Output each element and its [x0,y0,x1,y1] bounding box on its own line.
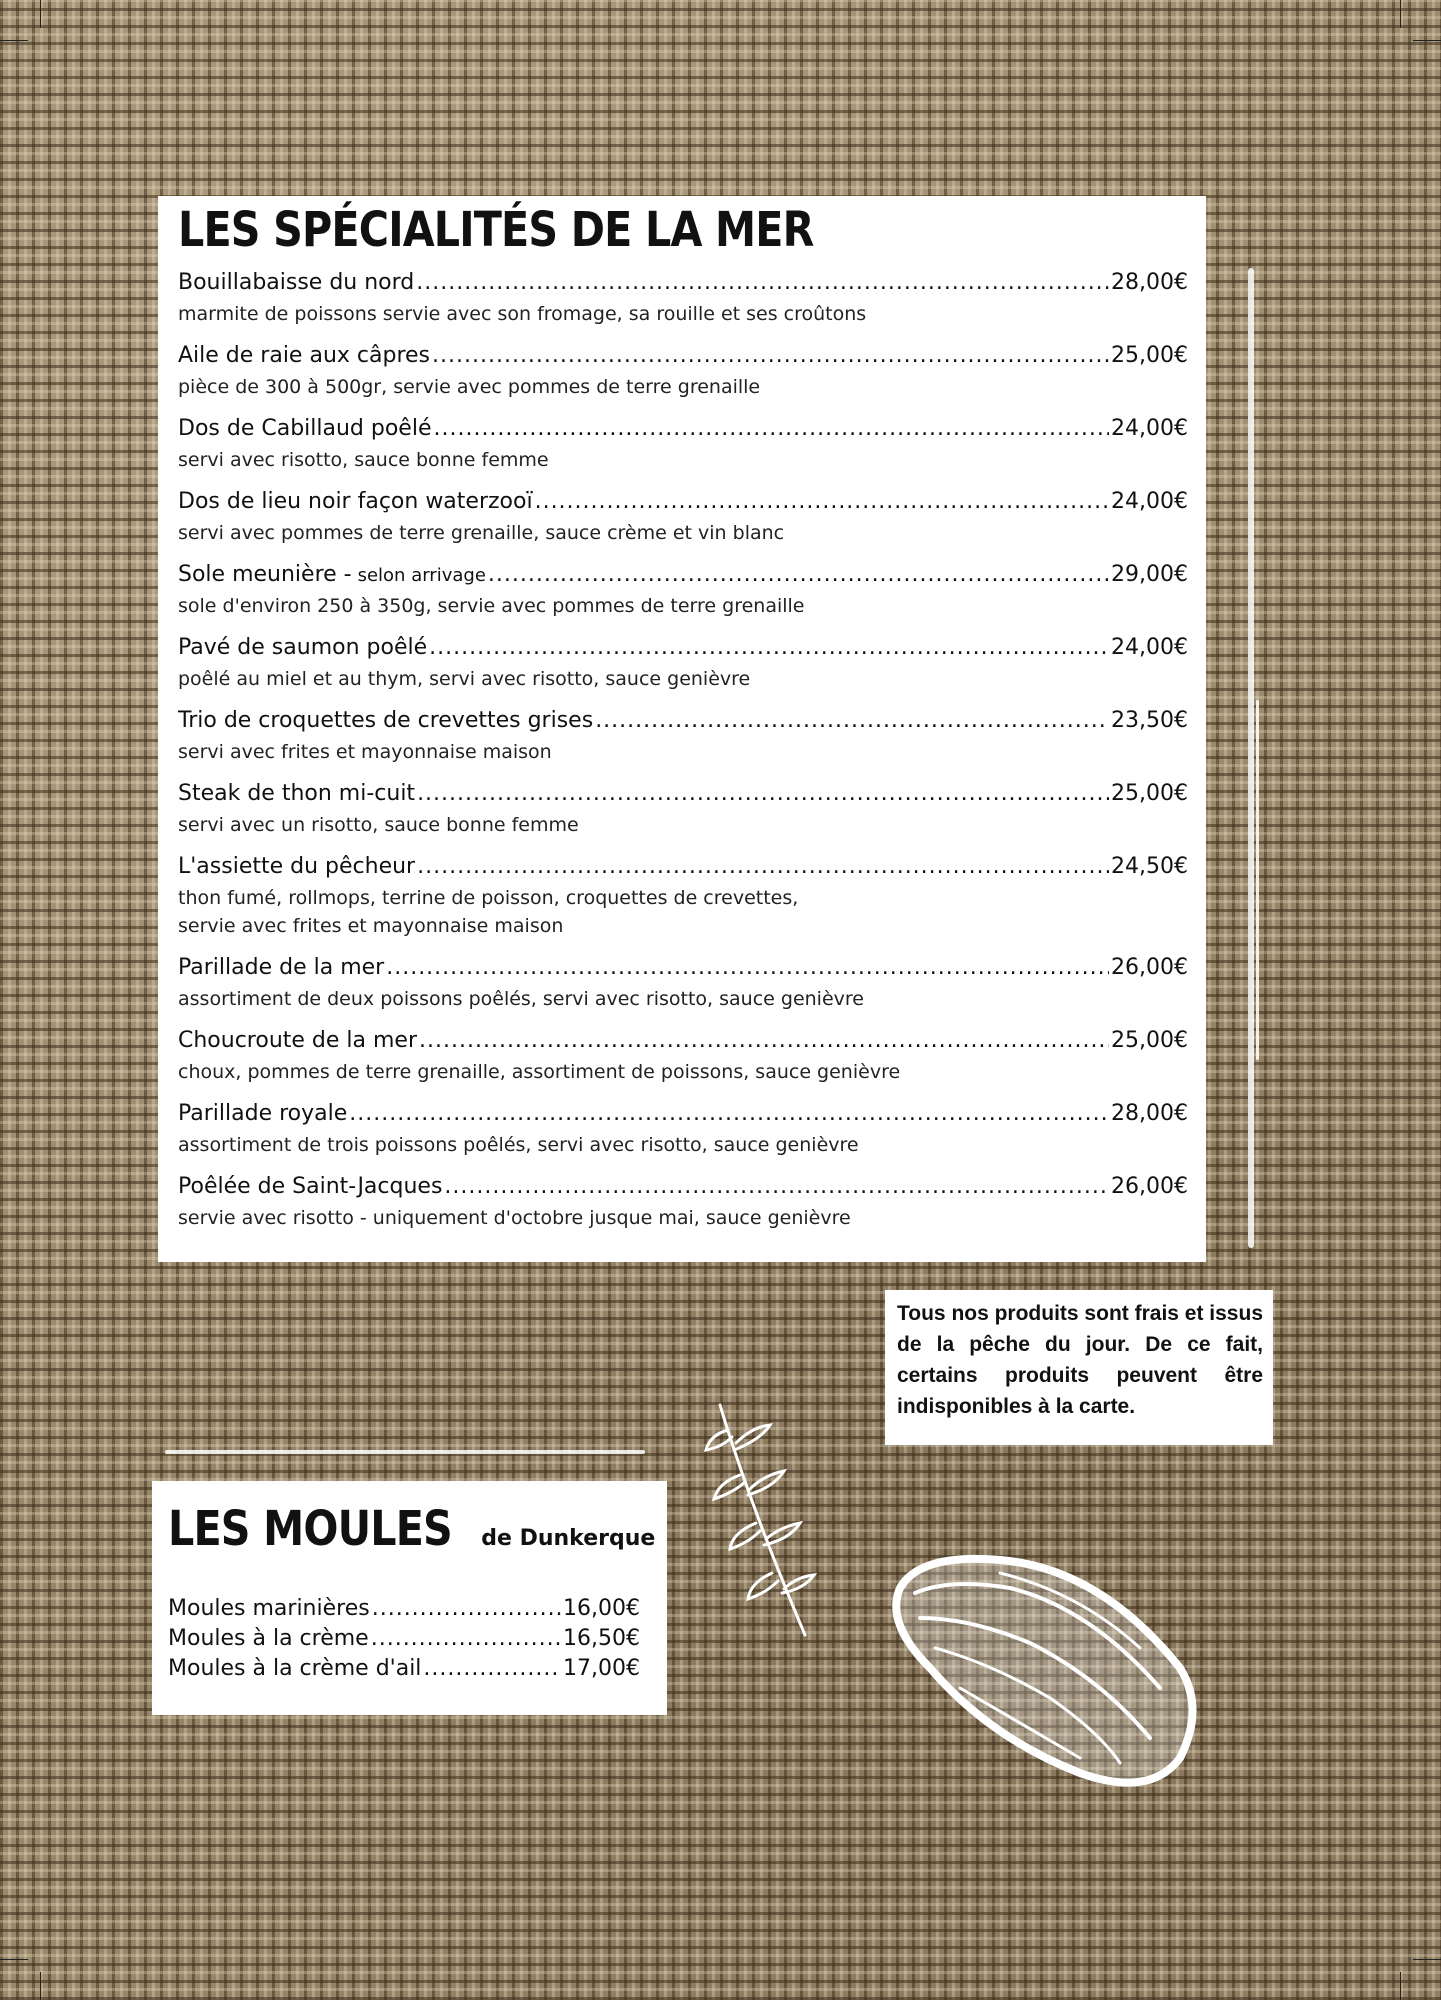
dot-leader [432,343,1109,368]
menu-item-description: marmite de poissons servie avec son fromage, sa rouille et ses croûtons [178,303,867,325]
menu-item [178,270,1188,343]
dot-leader [416,270,1109,295]
crop-mark [0,1959,28,1960]
menu-item-line [178,1028,1188,1058]
dot-leader [371,1626,561,1651]
mussel-shell-icon [880,1548,1210,1808]
menu-item [178,343,1188,416]
menu-item-price: 26,00€ [1111,1174,1188,1199]
menu-item-line [178,955,1188,985]
moules-list [168,1596,640,1686]
rosemary-sprig-icon [700,1395,820,1645]
menu-item [178,1174,1188,1247]
menu-item-name: Pavé de saumon poêlé [178,635,428,660]
dot-leader [417,854,1109,879]
menu-item [178,635,1188,708]
menu-item-name: Parillade de la mer [178,955,385,980]
moules-item-name: Moules à la crème d'ail [168,1656,422,1681]
menu-item-description: choux, pommes de terre grenaille, assortiment de poissons, sauce genièvre [178,1061,901,1083]
brush-stroke-top [165,1450,645,1454]
crop-mark [1400,1972,1401,2000]
specialites-panel [158,196,1206,1262]
menu-item-line [178,489,1188,519]
menu-item-price: 24,00€ [1111,635,1188,660]
crop-mark [40,0,41,28]
crop-mark [1413,1959,1441,1960]
menu-item-price: 26,00€ [1111,955,1188,980]
menu-item-description: servie avec frites et mayonnaise maison [178,915,564,937]
dot-leader [419,1028,1109,1053]
menu-item-description: poêlé au miel et au thym, servi avec risotto, sauce genièvre [178,668,751,690]
menu-item-line [178,343,1188,373]
menu-item [178,562,1188,635]
menu-item-name: Choucroute de la mer [178,1028,418,1053]
menu-item-name: Poêlée de Saint-Jacques [178,1174,443,1199]
menu-item-price: 24,50€ [1111,854,1188,879]
menu-item-name: Dos de Cabillaud poêlé [178,416,432,441]
menu-item [178,489,1188,562]
menu-item [178,781,1188,854]
menu-item-name: Trio de croquettes de crevettes grises [178,708,594,733]
menu-item [178,955,1188,1028]
brush-stroke-right-thin [1256,700,1259,1060]
menu-item-line [178,562,1188,592]
dot-leader [429,635,1109,660]
moules-item-name: Moules à la crème [168,1626,369,1651]
menu-item-price: 25,00€ [1111,1028,1188,1053]
menu-item-line [178,781,1188,811]
menu-item-name: Aile de raie aux câpres [178,343,431,368]
crop-mark [1400,0,1401,28]
menu-item-name: Steak de thon mi-cuit [178,781,416,806]
menu-item-description: servi avec frites et mayonnaise maison [178,741,552,763]
menu-item-name: Dos de lieu noir façon waterzooï [178,489,533,514]
menu-item-line [178,854,1188,884]
brush-stroke-right [1248,268,1254,1248]
menu-item-description: assortiment de trois poissons poêlés, servi avec risotto, sauce genièvre [178,1134,859,1156]
menu-item-price: 29,00€ [1111,562,1188,587]
crop-mark [0,40,28,41]
menu-item-price: 24,00€ [1111,416,1188,441]
crop-mark [1413,40,1441,41]
menu-item-price: 25,00€ [1111,343,1188,368]
moules-title: LES MOULES [168,1501,452,1557]
specialites-list [178,270,1188,1247]
dot-leader [372,1596,561,1621]
moules-item-name: Moules marinières [168,1596,370,1621]
moules-item-price: 16,00€ [563,1596,640,1621]
menu-item-name: Parillade royale [178,1101,348,1126]
menu-item [178,708,1188,781]
menu-item-price: 23,50€ [1111,708,1188,733]
menu-item-description: assortiment de deux poissons poêlés, servi avec risotto, sauce genièvre [178,988,864,1010]
dot-leader [349,1101,1109,1126]
moules-panel [152,1481,667,1715]
menu-item-name: Bouillabaisse du nord [178,270,415,295]
dot-leader [433,416,1109,441]
menu-item-description: servie avec risotto - uniquement d'octobre jusque mai, sauce genièvre [178,1207,851,1229]
menu-item-line [178,1174,1188,1204]
menu-item [178,416,1188,489]
menu-item-description: servi avec un risotto, sauce bonne femme [178,814,579,836]
menu-item-line [178,635,1188,665]
dot-leader [423,1656,561,1681]
menu-item [178,854,1188,955]
dot-leader [417,781,1109,806]
dot-leader [444,1174,1109,1199]
menu-item-note: selon arrivage [357,565,486,586]
menu-item-price: 28,00€ [1111,270,1188,295]
menu-item-line [178,1101,1188,1131]
crop-mark [40,1972,41,2000]
menu-item-price: 28,00€ [1111,1101,1188,1126]
menu-item-line [178,708,1188,738]
menu-item [178,1101,1188,1174]
specialites-title: LES SPÉCIALITÉS DE LA MER [178,202,814,258]
menu-item [178,1028,1188,1101]
dot-leader [595,708,1109,733]
menu-item-line [178,270,1188,300]
notice-text: Tous nos produits sont frais et issus de la pêche du jour. De ce fait, certains produits peuvent être indisponibles à la carte. [897,1302,1263,1418]
moules-item [168,1626,640,1656]
menu-item-line [178,416,1188,446]
menu-item-price: 25,00€ [1111,781,1188,806]
menu-item-description: servi avec risotto, sauce bonne femme [178,449,549,471]
notice-panel [885,1290,1273,1445]
moules-heading [168,1501,655,1557]
menu-item-name: Sole meunière - [178,562,352,587]
dot-leader [535,489,1109,514]
menu-item-description: pièce de 300 à 500gr, servie avec pommes de terre grenaille [178,376,761,398]
menu-item-price: 24,00€ [1111,489,1188,514]
moules-item-price: 17,00€ [563,1656,640,1681]
moules-item [168,1596,640,1626]
moules-subtitle: de Dunkerque [481,1526,656,1551]
dot-leader [386,955,1109,980]
moules-item-price: 16,50€ [563,1626,640,1651]
menu-item-name: L'assiette du pêcheur [178,854,416,879]
menu-item-description: servi avec pommes de terre grenaille, sauce crème et vin blanc [178,522,785,544]
dot-leader [488,562,1109,587]
menu-item-description: thon fumé, rollmops, terrine de poisson, croquettes de crevettes, [178,887,799,909]
menu-item-description: sole d'environ 250 à 350g, servie avec pommes de terre grenaille [178,595,805,617]
moules-item [168,1656,640,1686]
